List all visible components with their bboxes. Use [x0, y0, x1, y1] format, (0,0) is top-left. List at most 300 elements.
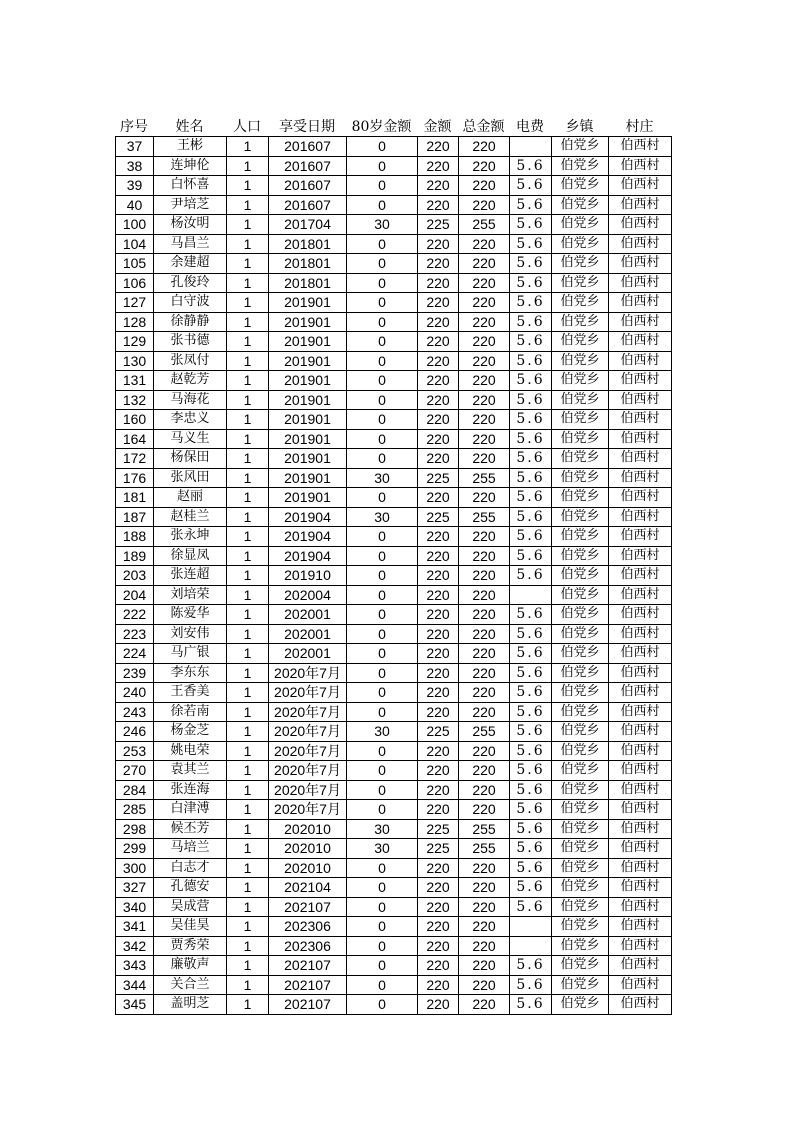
cell-total-amount: 220 [459, 566, 510, 586]
cell-township: 伯党乡 [552, 741, 609, 761]
table-row [116, 351, 672, 371]
cell-age80-amount: 30 [347, 507, 418, 527]
cell-electricity-fee: 5.6 [510, 780, 552, 800]
cell-electricity-fee: 5.6 [510, 722, 552, 742]
cell-start-date: 202010 [269, 839, 347, 859]
cell-amount: 220 [418, 176, 459, 196]
cell-age80-amount: 0 [347, 312, 418, 332]
cell-population: 1 [227, 195, 269, 215]
cell-township: 伯党乡 [552, 312, 609, 332]
cell-total-amount: 220 [459, 800, 510, 820]
cell-total-amount: 220 [459, 917, 510, 937]
table-row [116, 819, 672, 839]
cell-serial: 298 [116, 819, 154, 839]
cell-village: 伯西村 [609, 878, 672, 898]
cell-village: 伯西村 [609, 312, 672, 332]
cell-township: 伯党乡 [552, 429, 609, 449]
cell-total-amount: 220 [459, 780, 510, 800]
cell-township: 伯党乡 [552, 878, 609, 898]
cell-amount: 220 [418, 566, 459, 586]
cell-village: 伯西村 [609, 722, 672, 742]
cell-serial: 131 [116, 371, 154, 391]
cell-total-amount: 220 [459, 878, 510, 898]
table-row [116, 254, 672, 274]
table-row [116, 293, 672, 313]
cell-total-amount: 255 [459, 722, 510, 742]
table-row [116, 429, 672, 449]
cell-start-date: 201901 [269, 468, 347, 488]
cell-amount: 220 [418, 995, 459, 1015]
cell-village: 伯西村 [609, 897, 672, 917]
cell-electricity-fee: 5.6 [510, 975, 552, 995]
cell-electricity-fee: 5.6 [510, 878, 552, 898]
cell-electricity-fee: 5.6 [510, 800, 552, 820]
cell-amount: 220 [418, 956, 459, 976]
cell-start-date: 201910 [269, 566, 347, 586]
cell-population: 1 [227, 351, 269, 371]
cell-start-date: 201901 [269, 332, 347, 352]
cell-amount: 220 [418, 195, 459, 215]
cell-age80-amount: 0 [347, 371, 418, 391]
cell-age80-amount: 0 [347, 624, 418, 644]
cell-population: 1 [227, 429, 269, 449]
table-row [116, 156, 672, 176]
cell-population: 1 [227, 156, 269, 176]
cell-village: 伯西村 [609, 156, 672, 176]
cell-age80-amount: 0 [347, 936, 418, 956]
cell-serial: 340 [116, 897, 154, 917]
cell-total-amount: 220 [459, 156, 510, 176]
cell-start-date: 201901 [269, 312, 347, 332]
table-row [116, 644, 672, 664]
table-row [116, 956, 672, 976]
cell-total-amount: 220 [459, 644, 510, 664]
table-row [116, 741, 672, 761]
cell-township: 伯党乡 [552, 468, 609, 488]
cell-age80-amount: 0 [347, 429, 418, 449]
table-row [116, 936, 672, 956]
cell-population: 1 [227, 488, 269, 508]
cell-start-date: 201901 [269, 410, 347, 430]
cell-village: 伯西村 [609, 429, 672, 449]
cell-electricity-fee: 5.6 [510, 351, 552, 371]
cell-name: 马昌兰 [154, 234, 227, 254]
cell-name: 徐静静 [154, 312, 227, 332]
table-row [116, 858, 672, 878]
cell-amount: 225 [418, 722, 459, 742]
cell-total-amount: 220 [459, 858, 510, 878]
cell-electricity-fee: 5.6 [510, 195, 552, 215]
cell-age80-amount: 0 [347, 858, 418, 878]
cell-amount: 225 [418, 468, 459, 488]
cell-population: 1 [227, 897, 269, 917]
cell-amount: 220 [418, 975, 459, 995]
cell-village: 伯西村 [609, 605, 672, 625]
cell-total-amount: 220 [459, 624, 510, 644]
table-row [116, 975, 672, 995]
cell-name: 陈爱华 [154, 605, 227, 625]
cell-population: 1 [227, 527, 269, 547]
cell-name: 白怀喜 [154, 176, 227, 196]
cell-electricity-fee: 5.6 [510, 176, 552, 196]
header-population: 人口 [233, 119, 261, 135]
cell-serial: 345 [116, 995, 154, 1015]
cell-township: 伯党乡 [552, 605, 609, 625]
cell-village: 伯西村 [609, 293, 672, 313]
cell-total-amount: 220 [459, 293, 510, 313]
cell-serial: 104 [116, 234, 154, 254]
cell-name: 马义生 [154, 429, 227, 449]
cell-age80-amount: 0 [347, 254, 418, 274]
cell-amount: 220 [418, 312, 459, 332]
cell-start-date: 2020年7月 [269, 761, 347, 781]
cell-age80-amount: 0 [347, 995, 418, 1015]
cell-total-amount: 220 [459, 429, 510, 449]
cell-start-date: 202107 [269, 975, 347, 995]
cell-amount: 220 [418, 663, 459, 683]
cell-township: 伯党乡 [552, 449, 609, 469]
cell-amount: 220 [418, 137, 459, 157]
cell-village: 伯西村 [609, 234, 672, 254]
cell-total-amount: 220 [459, 312, 510, 332]
cell-total-amount: 220 [459, 449, 510, 469]
cell-electricity-fee: 5.6 [510, 488, 552, 508]
cell-township: 伯党乡 [552, 332, 609, 352]
cell-name: 候丕芳 [154, 819, 227, 839]
cell-township: 伯党乡 [552, 819, 609, 839]
cell-start-date: 201801 [269, 273, 347, 293]
cell-electricity-fee: 5.6 [510, 410, 552, 430]
cell-name: 张连海 [154, 780, 227, 800]
cell-village: 伯西村 [609, 663, 672, 683]
table-row [116, 800, 672, 820]
cell-total-amount: 220 [459, 897, 510, 917]
cell-amount: 220 [418, 917, 459, 937]
cell-population: 1 [227, 566, 269, 586]
cell-serial: 176 [116, 468, 154, 488]
cell-village: 伯西村 [609, 644, 672, 664]
cell-electricity-fee: 5.6 [510, 468, 552, 488]
table-row [116, 215, 672, 235]
cell-village: 伯西村 [609, 624, 672, 644]
cell-serial: 246 [116, 722, 154, 742]
cell-start-date: 201904 [269, 546, 347, 566]
cell-population: 1 [227, 546, 269, 566]
cell-start-date: 201901 [269, 449, 347, 469]
cell-population: 1 [227, 410, 269, 430]
cell-name: 赵桂兰 [154, 507, 227, 527]
cell-total-amount: 220 [459, 273, 510, 293]
table-row [116, 371, 672, 391]
cell-village: 伯西村 [609, 273, 672, 293]
header-age80-amount: 80岁金额 [351, 119, 412, 135]
header-serial: 序号 [120, 119, 148, 135]
cell-township: 伯党乡 [552, 936, 609, 956]
cell-name: 张风田 [154, 468, 227, 488]
cell-age80-amount: 0 [347, 176, 418, 196]
cell-township: 伯党乡 [552, 507, 609, 527]
cell-electricity-fee: 5.6 [510, 839, 552, 859]
table-row [116, 468, 672, 488]
cell-name: 贾秀荣 [154, 936, 227, 956]
cell-serial: 341 [116, 917, 154, 937]
cell-township: 伯党乡 [552, 488, 609, 508]
header-start-date: 享受日期 [279, 119, 335, 135]
cell-amount: 220 [418, 897, 459, 917]
table-row [116, 917, 672, 937]
cell-electricity-fee: 5.6 [510, 624, 552, 644]
cell-start-date: 201904 [269, 507, 347, 527]
cell-serial: 224 [116, 644, 154, 664]
cell-township: 伯党乡 [552, 527, 609, 547]
cell-population: 1 [227, 956, 269, 976]
cell-amount: 220 [418, 371, 459, 391]
cell-township: 伯党乡 [552, 585, 609, 605]
cell-electricity-fee: 5.6 [510, 429, 552, 449]
cell-serial: 239 [116, 663, 154, 683]
cell-village: 伯西村 [609, 527, 672, 547]
cell-electricity-fee: 5.6 [510, 312, 552, 332]
table-row [116, 663, 672, 683]
table-header-row [115, 117, 672, 136]
table-row [116, 605, 672, 625]
cell-total-amount: 255 [459, 819, 510, 839]
cell-population: 1 [227, 663, 269, 683]
cell-township: 伯党乡 [552, 371, 609, 391]
table-row [116, 624, 672, 644]
cell-name: 姚电荣 [154, 741, 227, 761]
cell-total-amount: 220 [459, 683, 510, 703]
cell-township: 伯党乡 [552, 644, 609, 664]
cell-serial: 300 [116, 858, 154, 878]
cell-start-date: 201901 [269, 429, 347, 449]
cell-name: 关合兰 [154, 975, 227, 995]
cell-serial: 40 [116, 195, 154, 215]
cell-name: 王香美 [154, 683, 227, 703]
cell-serial: 39 [116, 176, 154, 196]
cell-amount: 220 [418, 741, 459, 761]
cell-start-date: 201901 [269, 390, 347, 410]
header-name: 姓名 [175, 119, 204, 135]
cell-amount: 220 [418, 273, 459, 293]
cell-name: 杨汝明 [154, 215, 227, 235]
cell-amount: 220 [418, 293, 459, 313]
table-row [116, 449, 672, 469]
cell-electricity-fee: 5.6 [510, 371, 552, 391]
cell-population: 1 [227, 683, 269, 703]
cell-village: 伯西村 [609, 819, 672, 839]
header-village: 村庄 [625, 119, 654, 135]
cell-amount: 220 [418, 644, 459, 664]
cell-age80-amount: 0 [347, 488, 418, 508]
cell-name: 张永坤 [154, 527, 227, 547]
cell-total-amount: 220 [459, 527, 510, 547]
cell-total-amount: 220 [459, 195, 510, 215]
cell-serial: 343 [116, 956, 154, 976]
cell-name: 杨金芝 [154, 722, 227, 742]
cell-start-date: 202306 [269, 936, 347, 956]
cell-township: 伯党乡 [552, 956, 609, 976]
cell-population: 1 [227, 234, 269, 254]
cell-age80-amount: 0 [347, 273, 418, 293]
cell-population: 1 [227, 819, 269, 839]
cell-serial: 37 [116, 137, 154, 157]
cell-township: 伯党乡 [552, 800, 609, 820]
cell-serial: 240 [116, 683, 154, 703]
cell-serial: 223 [116, 624, 154, 644]
cell-township: 伯党乡 [552, 273, 609, 293]
cell-serial: 299 [116, 839, 154, 859]
cell-name: 张书德 [154, 332, 227, 352]
cell-name: 余建超 [154, 254, 227, 274]
cell-start-date: 202001 [269, 605, 347, 625]
cell-amount: 220 [418, 332, 459, 352]
cell-township: 伯党乡 [552, 624, 609, 644]
cell-age80-amount: 0 [347, 897, 418, 917]
cell-village: 伯西村 [609, 780, 672, 800]
cell-total-amount: 220 [459, 663, 510, 683]
cell-name: 袁其兰 [154, 761, 227, 781]
cell-name: 刘安伟 [154, 624, 227, 644]
cell-electricity-fee: 5.6 [510, 156, 552, 176]
table-row [116, 507, 672, 527]
cell-electricity-fee: 5.6 [510, 663, 552, 683]
table-row [116, 897, 672, 917]
cell-age80-amount: 0 [347, 156, 418, 176]
cell-total-amount: 220 [459, 585, 510, 605]
cell-total-amount: 220 [459, 371, 510, 391]
cell-electricity-fee: 5.6 [510, 273, 552, 293]
cell-population: 1 [227, 332, 269, 352]
table-row [116, 546, 672, 566]
cell-total-amount: 255 [459, 468, 510, 488]
cell-electricity-fee [510, 936, 552, 956]
cell-start-date: 2020年7月 [269, 800, 347, 820]
cell-name: 白津溥 [154, 800, 227, 820]
cell-age80-amount: 0 [347, 410, 418, 430]
cell-village: 伯西村 [609, 488, 672, 508]
cell-start-date: 2020年7月 [269, 663, 347, 683]
cell-age80-amount: 0 [347, 390, 418, 410]
table-row [116, 234, 672, 254]
cell-population: 1 [227, 995, 269, 1015]
cell-serial: 127 [116, 293, 154, 313]
cell-amount: 220 [418, 410, 459, 430]
cell-serial: 189 [116, 546, 154, 566]
table-row [116, 137, 672, 157]
cell-village: 伯西村 [609, 176, 672, 196]
cell-electricity-fee: 5.6 [510, 566, 552, 586]
cell-start-date: 201607 [269, 195, 347, 215]
cell-village: 伯西村 [609, 683, 672, 703]
cell-age80-amount: 30 [347, 839, 418, 859]
cell-total-amount: 220 [459, 936, 510, 956]
cell-electricity-fee: 5.6 [510, 956, 552, 976]
table-row [116, 683, 672, 703]
cell-village: 伯西村 [609, 546, 672, 566]
cell-amount: 220 [418, 546, 459, 566]
cell-township: 伯党乡 [552, 156, 609, 176]
cell-electricity-fee: 5.6 [510, 897, 552, 917]
cell-township: 伯党乡 [552, 858, 609, 878]
cell-name: 白守波 [154, 293, 227, 313]
table-row [116, 761, 672, 781]
cell-serial: 342 [116, 936, 154, 956]
cell-start-date: 201607 [269, 176, 347, 196]
cell-name: 白志才 [154, 858, 227, 878]
cell-electricity-fee: 5.6 [510, 605, 552, 625]
cell-total-amount: 255 [459, 839, 510, 859]
table-row [116, 722, 672, 742]
cell-population: 1 [227, 176, 269, 196]
cell-start-date: 201801 [269, 254, 347, 274]
cell-electricity-fee: 5.6 [510, 858, 552, 878]
cell-population: 1 [227, 585, 269, 605]
cell-total-amount: 220 [459, 390, 510, 410]
cell-age80-amount: 0 [347, 956, 418, 976]
cell-electricity-fee: 5.6 [510, 390, 552, 410]
cell-population: 1 [227, 917, 269, 937]
cell-population: 1 [227, 761, 269, 781]
cell-amount: 220 [418, 488, 459, 508]
cell-amount: 220 [418, 156, 459, 176]
cell-serial: 128 [116, 312, 154, 332]
cell-start-date: 202107 [269, 897, 347, 917]
table-row [116, 995, 672, 1015]
cell-township: 伯党乡 [552, 410, 609, 430]
cell-serial: 285 [116, 800, 154, 820]
cell-amount: 220 [418, 800, 459, 820]
table-row [116, 566, 672, 586]
cell-age80-amount: 0 [347, 234, 418, 254]
cell-electricity-fee: 5.6 [510, 293, 552, 313]
cell-amount: 220 [418, 936, 459, 956]
cell-village: 伯西村 [609, 195, 672, 215]
cell-age80-amount: 0 [347, 332, 418, 352]
cell-total-amount: 220 [459, 975, 510, 995]
cell-village: 伯西村 [609, 702, 672, 722]
cell-population: 1 [227, 137, 269, 157]
cell-serial: 172 [116, 449, 154, 469]
cell-electricity-fee: 5.6 [510, 215, 552, 235]
cell-village: 伯西村 [609, 761, 672, 781]
cell-total-amount: 220 [459, 956, 510, 976]
cell-serial: 284 [116, 780, 154, 800]
cell-amount: 220 [418, 878, 459, 898]
cell-population: 1 [227, 936, 269, 956]
cell-amount: 220 [418, 761, 459, 781]
cell-township: 伯党乡 [552, 566, 609, 586]
cell-village: 伯西村 [609, 351, 672, 371]
cell-age80-amount: 0 [347, 800, 418, 820]
cell-age80-amount: 0 [347, 644, 418, 664]
header-township: 乡镇 [565, 119, 594, 135]
cell-age80-amount: 0 [347, 195, 418, 215]
table-row [116, 780, 672, 800]
cell-electricity-fee: 5.6 [510, 449, 552, 469]
cell-total-amount: 220 [459, 995, 510, 1015]
table-row [116, 839, 672, 859]
cell-township: 伯党乡 [552, 254, 609, 274]
cell-township: 伯党乡 [552, 663, 609, 683]
cell-amount: 220 [418, 858, 459, 878]
cell-population: 1 [227, 215, 269, 235]
cell-village: 伯西村 [609, 371, 672, 391]
cell-electricity-fee: 5.6 [510, 527, 552, 547]
cell-total-amount: 255 [459, 215, 510, 235]
table-body [116, 137, 672, 1015]
cell-village: 伯西村 [609, 215, 672, 235]
